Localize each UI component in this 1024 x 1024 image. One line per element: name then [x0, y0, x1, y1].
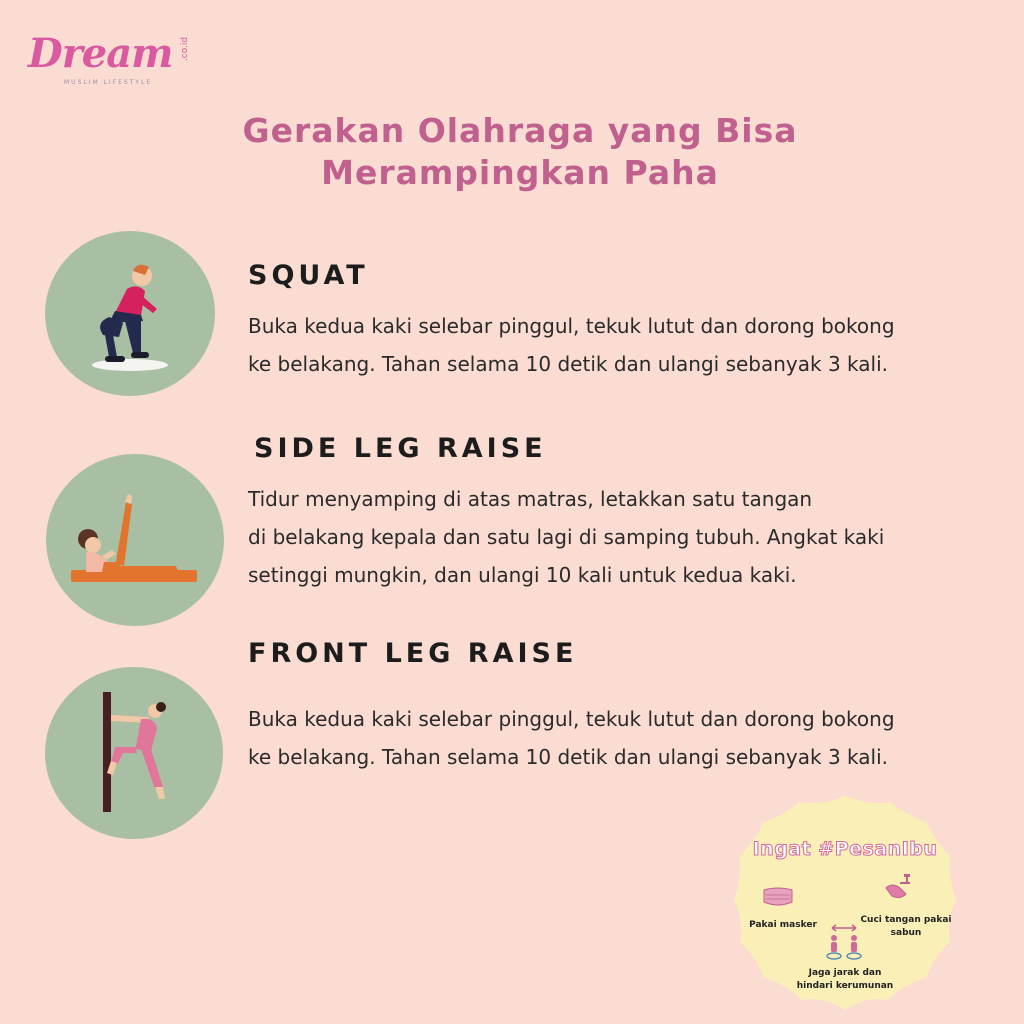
- reminder-distance-line: Jaga jarak dan: [808, 968, 882, 978]
- hand-washing-icon: [882, 872, 918, 902]
- reminder-badge: [730, 792, 960, 1014]
- front-leg-raise-illustration: [45, 667, 223, 839]
- side-leg-raise-figure-icon: [46, 454, 224, 626]
- dream-logo[interactable]: [28, 30, 191, 90]
- reminder-distance-label: [790, 967, 900, 993]
- exercise-desc-line: Buka kedua kaki selebar pinggul, tekuk lutut dan dorong bokong: [248, 314, 895, 338]
- exercise-desc-line: di belakang kepala dan satu lagi di samping tubuh. Angkat kaki: [248, 525, 885, 549]
- reminder-wash-line: Cuci tangan pakai: [860, 915, 952, 925]
- mask-icon: [758, 886, 798, 908]
- squat-figure-icon: [45, 231, 215, 396]
- reminder-wash-label: [858, 914, 954, 940]
- exercise-desc-side-leg-raise: [248, 480, 1008, 594]
- exercise-desc-front-leg-raise: [248, 700, 1008, 776]
- page-title: [0, 110, 1024, 194]
- reminder-distance-line: hindari kerumunan: [796, 981, 894, 991]
- exercise-desc-squat: [248, 307, 1008, 383]
- exercise-title-side-leg-raise: SIDE LEG RAISE: [254, 433, 547, 464]
- social-distance-icon: [824, 924, 864, 964]
- reminder-wash-line: sabun: [890, 928, 922, 938]
- front-leg-raise-figure-icon: [45, 667, 223, 839]
- reminder-title: Ingat #PesanIbu: [752, 838, 938, 860]
- exercise-desc-line: Buka kedua kaki selebar pinggul, tekuk lutut dan dorong bokong: [248, 707, 895, 731]
- logo-wordmark: Dream: [28, 30, 173, 77]
- logo-domain: .co.id: [180, 36, 191, 62]
- logo-tagline: MUSLIM LIFESTYLE: [64, 79, 153, 86]
- exercise-desc-line: Tidur menyamping di atas matras, letakkan satu tangan: [248, 487, 813, 511]
- exercise-title-squat: SQUAT: [248, 260, 369, 291]
- exercise-desc-line: ke belakang. Tahan selama 10 detik dan ulangi sebanyak 3 kali.: [248, 745, 888, 769]
- squat-illustration: [45, 231, 215, 396]
- title-line-1: Gerakan Olahraga yang Bisa: [242, 111, 798, 150]
- exercise-desc-line: setinggi mungkin, dan ulangi 10 kali untuk kedua kaki.: [248, 563, 797, 587]
- exercise-title-front-leg-raise: FRONT LEG RAISE: [248, 638, 578, 669]
- title-line-2: Merampingkan Paha: [321, 153, 719, 192]
- side-leg-raise-illustration: [46, 454, 224, 626]
- reminder-mask-label: Pakai masker: [749, 920, 817, 930]
- exercise-desc-line: ke belakang. Tahan selama 10 detik dan ulangi sebanyak 3 kali.: [248, 352, 888, 376]
